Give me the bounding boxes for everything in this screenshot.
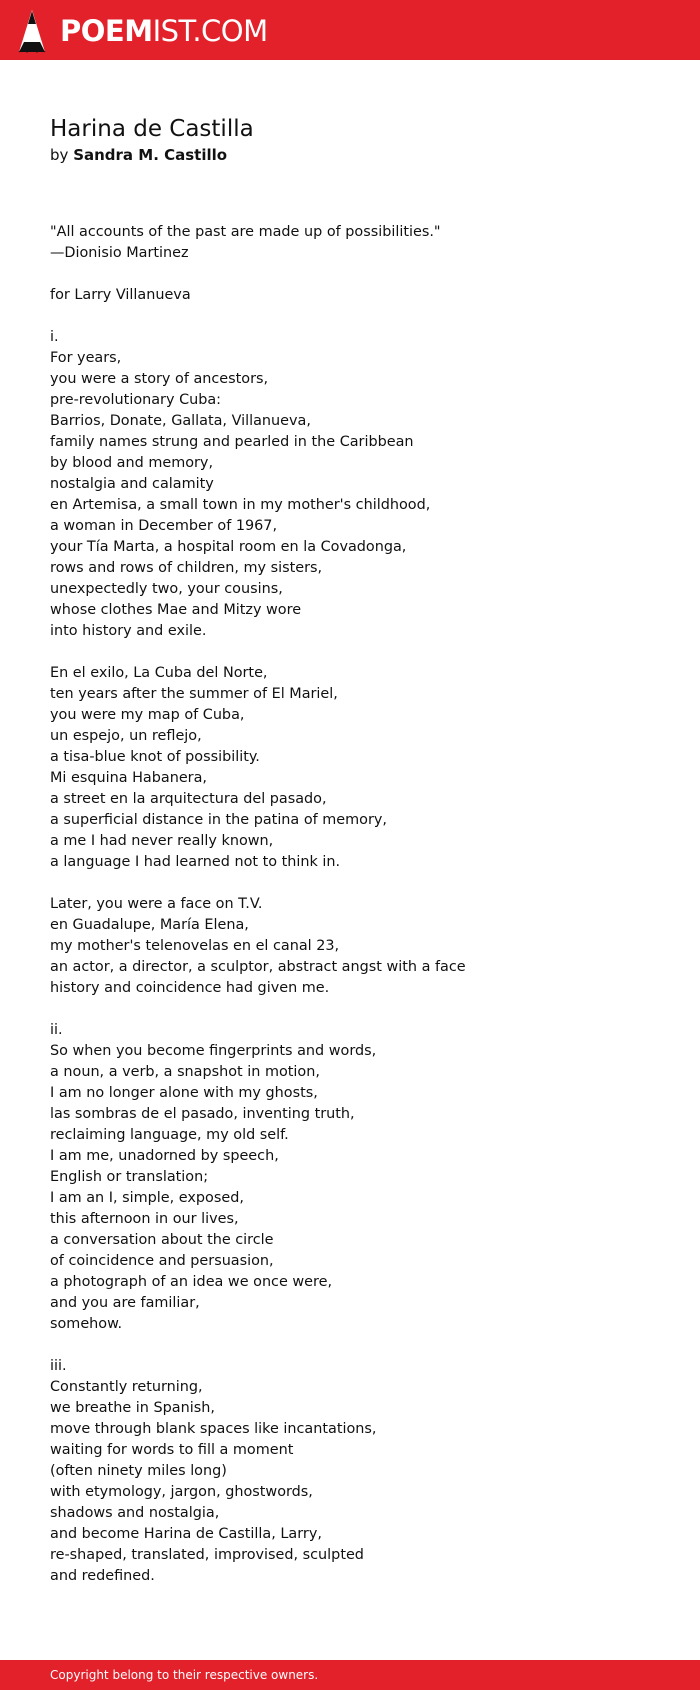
poem-author: Sandra M. Castillo (73, 146, 228, 164)
site-logo-link[interactable] (18, 9, 268, 53)
logo-wordmark-bold: POEM (60, 13, 153, 48)
site-header (0, 0, 700, 60)
site-logo-text (60, 13, 268, 48)
logo-wordmark-light: IST.COM (152, 13, 268, 48)
poem-article (50, 114, 650, 1587)
site-footer (0, 1660, 700, 1690)
poem-byline (50, 144, 650, 166)
poem-body: "All accounts of the past are made up of possibilities." —Dionisio Martinez for Larry Villanueva i. For years, you were a story of ancestors, pre-revolutionary Cuba: Barrios, Donate, Gallata, Villanueva, family names strung and pearled in the Caribbean by blood and memory, nostalgia and calamity en Artemisa, a small town in my mother's childhood, a woman in December of 1967, your Tía Marta, a hospital room en la Covadonga, rows and rows of children, my sisters, unexpectedly two, your cousins, whose clothes Mae and Mitzy wore into history and exile. En el exilo, La Cuba del Norte, ten years after the summer of El Mariel, you were my map of Cuba, un espejo, un reflejo, a tisa-blue knot of possibility. Mi esquina Habanera, a street en la arquitectura del pasado, a superficial distance in the patina of memory, a me I had never really known, a language I had learned not to think in. Later, you were a face on T.V. en Guadalupe, María Elena, my mother's telenovelas en el canal 23, an actor, a director, a sculptor, abstract angst with a face history and coincidence had given me. ii. So when you become fingerprints and words, a noun, a verb, a snapshot in motion, I am no longer alone with my ghosts, las sombras de el pasado, inventing truth, reclaiming language, my old self. I am me, unadorned by speech, English or translation; I am an I, simple, exposed, this afternoon in our lives, a conversation about the circle of coincidence and persuasion, a photograph of an idea we once were, and you are familiar, somehow. iii. Constantly returning, we breathe in Spanish, move through blank spaces like incantations, waiting for words to fill a moment (often ninety miles long) with etymology, jargon, ghostwords, shadows and nostalgia, and become Harina de Castilla, Larry, re-shaped, translated, improvised, sculpted and redefined. (50, 224, 466, 1584)
poem-title: Harina de Castilla (50, 116, 254, 142)
by-label: by (50, 146, 69, 164)
pencil-icon (18, 9, 46, 53)
copyright-notice: Copyright belong to their respective owners. (50, 1668, 319, 1682)
